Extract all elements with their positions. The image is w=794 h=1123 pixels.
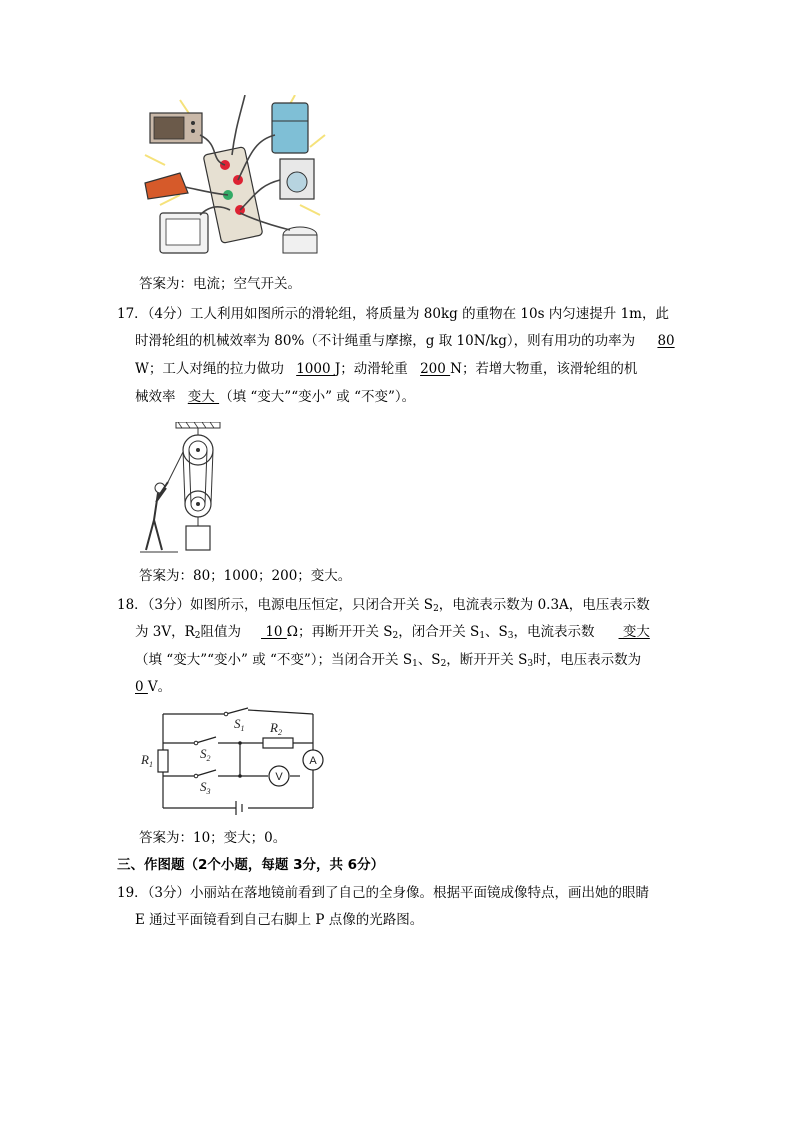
q18-subscript: 2 — [440, 659, 447, 669]
q17-answer: 答案为：80；1000；200；变大。 — [139, 568, 352, 584]
q18-subscript: 2 — [194, 631, 201, 641]
q18-answer-blank-resistance: 10 — [261, 624, 287, 640]
q18-line-4 — [135, 678, 171, 696]
q17-text: N；若增大物重，该滑轮组的机 — [450, 361, 638, 377]
q17-line-3 — [135, 360, 637, 378]
q18-subscript: 2 — [392, 631, 399, 641]
q18-subscript: 1 — [479, 631, 486, 641]
resistor-r2-label: $R_2$ — [270, 720, 282, 737]
q18-text: ，电流表示数为 0.3A，电压表示数 — [438, 597, 650, 613]
q17-answer-blank-power: 80 — [657, 333, 675, 349]
q17-text: 时滑轮组的机械效率为 80%（不计绳重与摩擦，g 取 10N/kg），则有用功的功率为 — [135, 333, 636, 349]
q17-answer-blank-weight: 200 — [420, 361, 451, 377]
q18-text: Ω；再断开开关 S — [286, 624, 393, 640]
q18-answer: 答案为：10；变大；0。 — [139, 830, 287, 846]
ammeter-label: A — [309, 755, 317, 767]
q18-answer-blank-voltage: 0 — [135, 679, 148, 695]
q17-answer-blank-efficiency: 变大 — [187, 389, 220, 405]
section-heading: 三、作图题（2个小题，每题 3分，共 6分） — [117, 857, 385, 873]
q18-text: V。 — [147, 679, 172, 695]
q18-subscript: 1 — [412, 659, 418, 669]
circuit-diagram — [138, 706, 328, 818]
q18-line-2 — [135, 623, 650, 645]
q18-subscript: 3 — [527, 659, 534, 669]
switch-s3-label: $S_3$ — [200, 779, 211, 796]
q19-line-1: 19．（3分）小丽站在落地镜前看到了自己的全身像。根据平面镜成像特点，画出她的眼睛 — [117, 885, 650, 901]
voltmeter-label: V — [275, 771, 283, 783]
overloaded-socket-figure — [140, 95, 335, 265]
q17-line-4 — [135, 388, 415, 406]
q18-text: ，闭合开关 S — [398, 624, 480, 640]
q18-text: 时，电压表示数为 — [533, 652, 642, 668]
q16-answer: 答案为：电流；空气开关。 — [139, 276, 301, 292]
q18-answer-blank-current: 变大 — [618, 624, 650, 640]
q17-line-2 — [135, 332, 675, 350]
resistor-r1-label: $R_1$ — [141, 752, 153, 769]
q18-text: 、S — [485, 624, 508, 640]
q17-line-1: 17．（4分）工人利用如图所示的滑轮组，将质量为 80kg 的重物在 10s 内匀速提升 1m，此 — [117, 306, 669, 322]
q19-line-2: E 通过平面镜看到自己右脚上 P 点像的光路图。 — [135, 912, 424, 928]
q17-text: 械效率 — [135, 389, 176, 405]
q18-text: ，电流表示数 — [513, 624, 595, 640]
q18-subscript: 2 — [433, 604, 439, 614]
q17-text: J；动滑轮重 — [334, 361, 408, 377]
switch-s2-label: $S_2$ — [200, 746, 211, 763]
q18-text: 18．（3分）如图所示，电源电压恒定，只闭合开关 S — [117, 597, 434, 613]
q18-line-3 — [135, 651, 641, 673]
q18-text: 为 3V，R — [135, 624, 195, 640]
q18-text: ，断开开关 S — [446, 652, 528, 668]
q17-answer-blank-work: 1000 — [296, 361, 335, 377]
switch-s1-label: $S_1$ — [234, 716, 245, 733]
pulley-system-figure — [138, 422, 228, 557]
q18-subscript: 3 — [507, 631, 514, 641]
q17-text: （填 “变大”“变小” 或 “不变”）。 — [219, 389, 416, 405]
q18-text: （填 “变大”“变小” 或 “不变”）；当闭合开关 S — [135, 652, 413, 668]
q18-text: 、S — [417, 652, 441, 668]
q18-line-1 — [117, 596, 650, 618]
q17-text: W；工人对绳的拉力做功 — [135, 361, 284, 377]
q18-text: 阻值为 — [200, 624, 242, 640]
